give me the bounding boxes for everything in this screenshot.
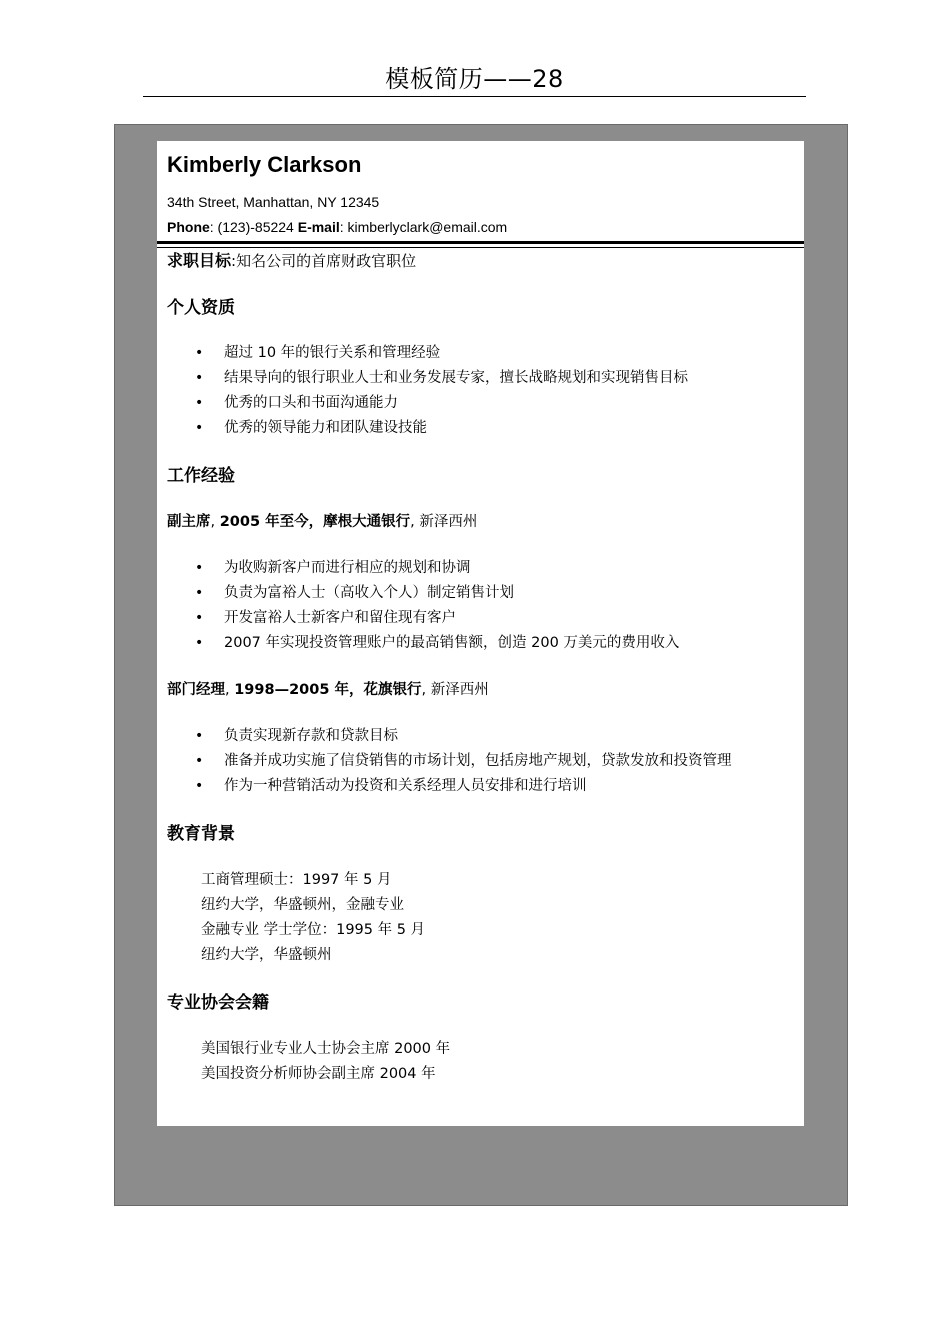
bullet-icon: • — [195, 610, 204, 626]
list-item: • 结果导向的银行职业人士和业务发展专家，擅长战略规划和实现销售目标 — [167, 366, 797, 391]
resume-body — [167, 249, 797, 1087]
qualifications-heading: 个人资质 — [167, 298, 235, 318]
bullet-icon: • — [195, 420, 204, 436]
bullet-icon: • — [195, 585, 204, 601]
list-item: • 为收购新客户而进行相应的规划和协调 — [167, 556, 797, 581]
list-item: • 负责实现新存款和贷款目标 — [167, 724, 797, 749]
associations-block — [167, 1037, 797, 1087]
contact-line — [167, 218, 507, 236]
email-label: E-mail — [297, 219, 340, 235]
resume-header — [157, 141, 804, 249]
association-line: 美国银行业专业人士协会主席 2000 年 — [201, 1041, 451, 1057]
job-location: , 新泽西州 — [421, 682, 489, 698]
bullet-icon: • — [195, 370, 204, 386]
qualifications-list — [167, 341, 797, 441]
list-item: • 作为一种营销活动为投资和关系经理人员安排和进行培训 — [167, 774, 797, 799]
phone-value: : (123)-85224 — [209, 219, 298, 235]
header-divider-thick — [157, 241, 804, 244]
list-item: • 准备并成功实施了信贷销售的市场计划，包括房地产规划，贷款发放和投资管理 — [167, 749, 797, 774]
phone-label: Phone — [167, 219, 210, 235]
association-line: 美国投资分析师协会副主席 2004 年 — [201, 1066, 436, 1082]
job-location: , 新泽西州 — [410, 514, 478, 530]
list-item: • 2007 年实现投资管理账户的最高销售额，创造 200 万美元的费用收入 — [167, 631, 797, 656]
job-title: 副主席 — [167, 514, 211, 530]
job-duties-list — [167, 724, 797, 799]
resume-sheet — [157, 141, 804, 1126]
document-title: 模板简历——28 — [143, 62, 806, 97]
bullet-icon: • — [195, 395, 204, 411]
job-period: 2005 年至今，摩根大通银行 — [219, 514, 411, 530]
education-line: 金融专业 学士学位：1995 年 5 月 — [201, 922, 426, 938]
header-divider-thin — [157, 247, 804, 248]
bullet-icon: • — [195, 728, 204, 744]
bullet-icon: • — [195, 560, 204, 576]
list-item: • 超过 10 年的银行关系和管理经验 — [167, 341, 797, 366]
associations-heading: 专业协会会籍 — [167, 993, 269, 1013]
education-line: 工商管理硕士：1997 年 5 月 — [201, 872, 392, 888]
list-item: • 负责为富裕人士（高收入个人）制定销售计划 — [167, 581, 797, 606]
bullet-icon: • — [195, 345, 204, 361]
objective-label: 求职目标 — [167, 251, 232, 270]
education-heading: 教育背景 — [167, 824, 235, 844]
email-value: : kimberlyclark@email.com — [339, 219, 508, 235]
job-title: 部门经理 — [167, 682, 225, 698]
job-period: 1998—2005 年，花旗银行 — [234, 682, 422, 698]
job-duties-list — [167, 556, 797, 656]
bullet-icon: • — [195, 753, 204, 769]
bullet-icon: • — [195, 635, 204, 651]
job-title-line: 部门经理, 1998—2005 年，花旗银行, 新泽西州 — [167, 682, 489, 698]
list-item: • 开发富裕人士新客户和留住现有客户 — [167, 606, 797, 631]
candidate-name: Kimberly Clarkson — [167, 152, 362, 177]
list-item: • 优秀的领导能力和团队建设技能 — [167, 416, 797, 441]
education-block — [167, 868, 797, 968]
education-line: 纽约大学，华盛顿州，金融专业 — [201, 897, 404, 913]
list-item: • 优秀的口头和书面沟通能力 — [167, 391, 797, 416]
objective-line — [167, 249, 797, 273]
job-title-line: 副主席, 2005 年至今，摩根大通银行, 新泽西州 — [167, 514, 478, 530]
candidate-address: 34th Street, Manhattan, NY 12345 — [167, 194, 380, 210]
experience-heading: 工作经验 — [167, 466, 235, 486]
education-line: 纽约大学，华盛顿州 — [201, 947, 332, 963]
bullet-icon: • — [195, 778, 204, 794]
objective-text: :知名公司的首席财政官职位 — [231, 252, 417, 270]
